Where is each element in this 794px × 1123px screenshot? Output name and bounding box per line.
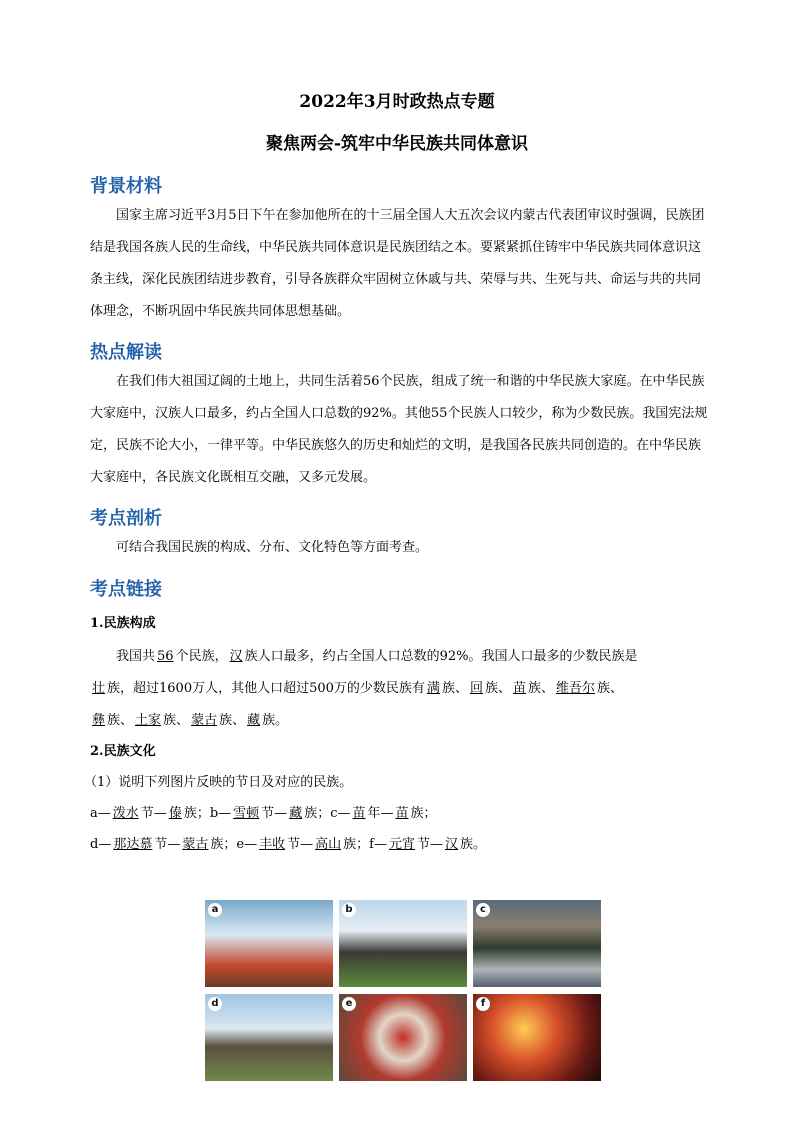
composition-line-1 [90, 645, 638, 664]
page-subtitle: 聚焦两会-筑牢中华民族共同体意识 [265, 134, 529, 154]
answer-fill: 高山 [315, 837, 342, 852]
text-span: 我国共 [116, 649, 156, 664]
text-span: 族，超过1600万人，其他人口超过500万的少数民族有 [107, 681, 425, 696]
text-span: 节— [261, 806, 288, 821]
text-span: 节— [416, 837, 443, 852]
answer-fill: 苗 [395, 806, 409, 821]
photo-shoton-festival [339, 900, 467, 987]
photo-label: c [476, 903, 490, 917]
text-span: e— [236, 837, 258, 852]
text-span: b— [209, 806, 232, 821]
answer-fill: 泼水 [112, 806, 139, 821]
analysis-text: 可结合我国民族的构成、分布、文化特色等方面考查。 [116, 540, 429, 555]
photo-label: e [342, 997, 356, 1011]
answer-fill: 回 [469, 681, 483, 696]
text-span: 族、 [484, 681, 511, 696]
text-span: d— [90, 837, 112, 852]
answer-fill: 苗 [512, 681, 526, 696]
text-span: 族、 [528, 681, 555, 696]
text-span: 族； [343, 837, 370, 852]
photo-label: a [208, 903, 222, 917]
answer-fill: 满 [426, 681, 440, 696]
answer-fill: 汉 [229, 649, 243, 664]
page-title: 2022年3月时政热点专题 [299, 92, 495, 112]
answer-fill: 元宵 [388, 837, 415, 852]
text-span: a— [90, 806, 111, 821]
answer-fill: 藏 [289, 806, 303, 821]
answer-fill: 那达慕 [113, 837, 153, 852]
answer-fill: 壮 [92, 681, 106, 696]
photo-miao-new-year [473, 900, 601, 987]
festival-line-1 [90, 802, 437, 821]
composition-line-3 [90, 709, 288, 728]
text-span: 族、 [597, 681, 624, 696]
text-span: 节— [287, 837, 314, 852]
answer-fill: 56 [157, 649, 174, 664]
festival-photo-grid [205, 900, 605, 1082]
photo-water-splashing-festival [205, 900, 333, 987]
section-heading-analysis: 考点剖析 [90, 508, 162, 529]
text-span: 节— [154, 837, 181, 852]
text-span: 个民族， [175, 649, 228, 664]
text-span: 族； [304, 806, 331, 821]
text-span: 族、 [163, 713, 190, 728]
text-span: c— [330, 806, 351, 821]
photo-label: d [208, 997, 222, 1011]
answer-fill: 土家 [135, 713, 162, 728]
answer-fill: 雪顿 [233, 806, 260, 821]
answer-fill: 丰收 [259, 837, 286, 852]
photo-lantern-festival [473, 994, 601, 1081]
text-span: 族、 [441, 681, 468, 696]
photo-harvest-festival [339, 994, 467, 1081]
text-span: 年— [367, 806, 394, 821]
subheading-composition: 1.民族构成 [90, 616, 156, 631]
background-text: 国家主席习近平3月5日下午在参加他所在的十三届全国人大五次会议内蒙古代表团审议时强调，民族团结是我国各族人民的生命线，中华民族共同体意识是民族团结之本。要紧紧抓住铸牢中华民族共同体意识这条主线，深化民族团结进步教育，引导各族群众牢固树立休戚与共、荣辱与共、生死与共、命运与共的共同体理念，不断巩固中华民族共同体思想基础。 [90, 208, 705, 319]
photo-label: b [342, 903, 356, 917]
text-span: 族； [210, 837, 237, 852]
answer-fill: 傣 [168, 806, 182, 821]
composition-line-2 [90, 677, 623, 696]
text-span: 族。 [262, 713, 289, 728]
answer-fill: 彝 [92, 713, 106, 728]
answer-fill: 蒙古 [182, 837, 209, 852]
photo-naadam-festival [205, 994, 333, 1081]
section-heading-background: 背景材料 [90, 176, 162, 197]
text-span: 族； [183, 806, 210, 821]
question-1: （1）说明下列图片反映的节日及对应的民族。 [84, 775, 353, 790]
text-span: 族、 [219, 713, 246, 728]
answer-fill: 汉 [445, 837, 459, 852]
analysis-paragraph [90, 532, 710, 564]
section-heading-interpretation: 热点解读 [90, 342, 162, 363]
text-span: f— [369, 837, 387, 852]
text-span: 族人口最多，约占全国人口总数的92%。我国人口最多的少数民族是 [244, 649, 638, 664]
answer-fill: 苗 [352, 806, 366, 821]
text-span: 族； [410, 806, 437, 821]
interpretation-paragraph [90, 366, 710, 494]
background-paragraph [90, 200, 710, 328]
section-heading-links: 考点链接 [90, 579, 162, 600]
text-span: 节— [140, 806, 167, 821]
festival-line-2 [90, 833, 486, 852]
photo-label: f [476, 997, 490, 1011]
answer-fill: 藏 [247, 713, 261, 728]
text-span: 族。 [460, 837, 487, 852]
interpretation-text: 在我们伟大祖国辽阔的土地上，共同生活着56个民族，组成了统一和谐的中华民族大家庭。在中华民族大家庭中，汉族人口最多，约占全国人口总数的92%。其他55个民族人口较少，称为少数民族。我国宪法规定，民族不论大小，一律平等。中华民族悠久的历史和灿烂的文明，是我国各民族共同创造的。在中华民族大家庭中，各民族文化既相互交融，又多元发展。 [90, 374, 708, 485]
answer-fill: 蒙古 [191, 713, 218, 728]
answer-fill: 维吾尔 [556, 681, 596, 696]
subheading-culture: 2.民族文化 [90, 744, 156, 759]
text-span: 族、 [107, 713, 134, 728]
